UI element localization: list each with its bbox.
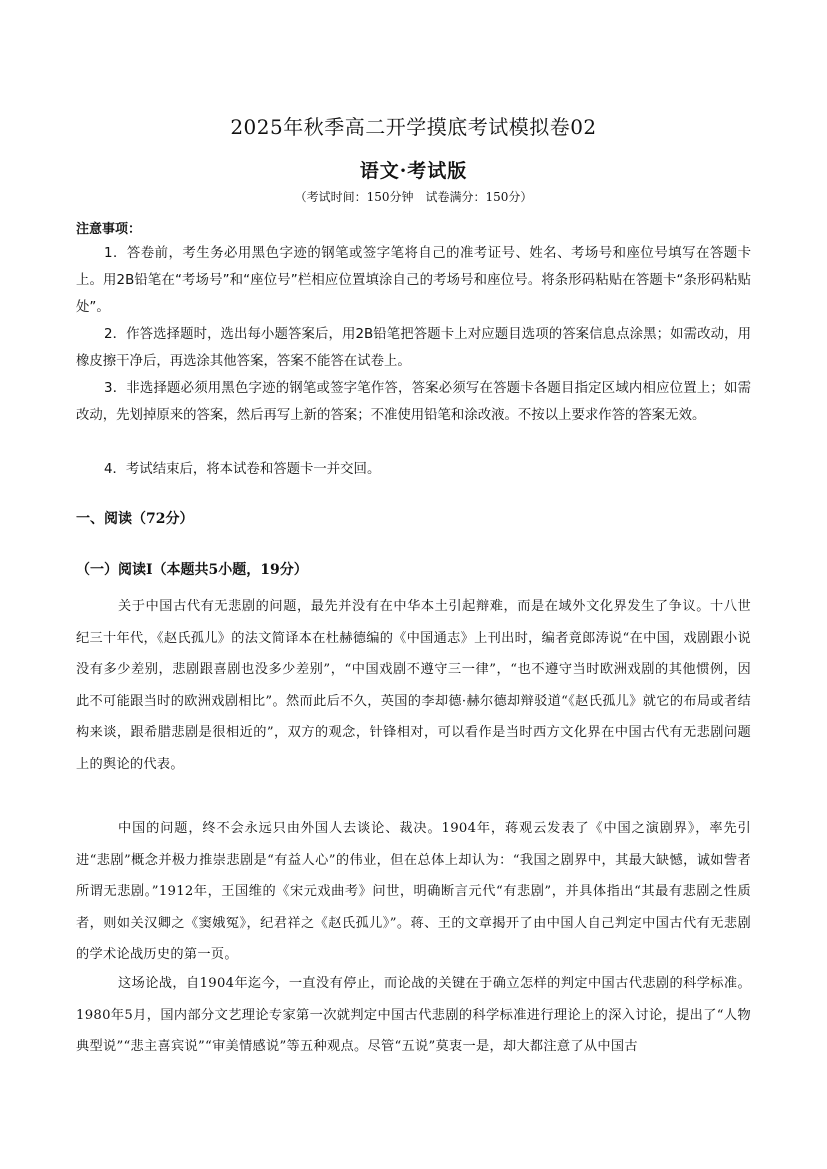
section-heading: 一、阅读（72分） xyxy=(76,511,194,527)
section-subheading: （一）阅读I（本题共5小题，19分） xyxy=(76,562,308,578)
note-item: 2．作答选择题时，选出每小题答案后，用2B铅笔把答题卡上对应题目选项的答案信息点涂黑；如需改动，用橡皮擦干净后，再选涂其他答案，答案不能答在试卷上。 xyxy=(76,327,751,369)
exam-info: （考试时间：150分钟 试卷满分：150分） xyxy=(294,190,533,204)
passage-paragraph: 中国的问题，终不会永远只由外国人去谈论、裁决。1904年，蒋观云发表了《中国之演剧界》，率先引进“悲剧”概念并极力推崇悲剧是“有益人心”的伟业，但在总体上却认为：“我国之剧界中，其最大缺憾，诚如訾者所谓无悲剧。”1912年，王国维的《宋元戏曲考》问世，明确断言元代“有悲剧”，并具体指出“其最有悲剧之性质者，则如关汉卿之《窦娥冤》，纪君祥之《赵氏孤儿》”。蒋、王的文章揭开了由中国人自己判定中国古代有无悲剧的学术论战历史的第一页。 xyxy=(76,821,751,962)
notes-heading: 注意事项： xyxy=(76,222,142,237)
note-item: 4．考试结束后，将本试卷和答题卡一并交回。 xyxy=(104,462,381,477)
note-item: 1．答卷前，考生务必用黑色字迹的钢笔或签字笔将自己的准考证号、姓名、考场号和座位号填写在答题卡上。用2B铅笔在“考场号”和“座位号”栏相应位置填涂自己的考场号和座位号。将条形码粘贴在答题卡“条形码粘贴处”。 xyxy=(76,246,751,315)
passage-paragraph: 这场论战，自1904年迄今，一直没有停止，而论战的关键在于确立怎样的判定中国古代悲剧的科学标准。1980年5月，国内部分文艺理论专家第一次就判定中国古代悲剧的科学标准进行理论上的深入讨论，提出了“人物典型说”“悲主喜宾说”“审美情感说”等五种观点。尽管“五说”莫衷一是，却大都注意了从中国古 xyxy=(76,976,751,1054)
exam-subtitle: 语文·考试版 xyxy=(359,160,468,182)
note-item: 3．非选择题必须用黑色字迹的钢笔或签字笔作答，答案必须写在答题卡各题目指定区域内相应位置上；如需改动，先划掉原来的答案，然后再写上新的答案；不准使用铅笔和涂改液。不按以上要求作答的答案无效。 xyxy=(76,381,751,423)
passage-paragraph: 关于中国古代有无悲剧的问题，最先并没有在中华本土引起辩难，而是在域外文化界发生了争议。十八世纪三十年代，《赵氏孤儿》的法文简译本在杜赫德编的《中国通志》上刊出时，编者竟郎涛说“在中国，戏剧跟小说没有多少差别，悲剧跟喜剧也没多少差别”，“中国戏剧不遵守三一律”，“也不遵守当时欧洲戏剧的其他惯例，因此不可能跟当时的欧洲戏剧相比”。然而此后不久，英国的李却德·赫尔德却辩驳道“《赵氏孤儿》就它的布局或者结构来谈，跟希腊悲剧是很相近的”，双方的观念，针锋相对，可以看作是当时西方文化界在中国古代有无悲剧问题上的舆论的代表。 xyxy=(76,599,751,772)
exam-title: 2025年秋季高二开学摸底考试模拟卷02 xyxy=(230,115,597,139)
